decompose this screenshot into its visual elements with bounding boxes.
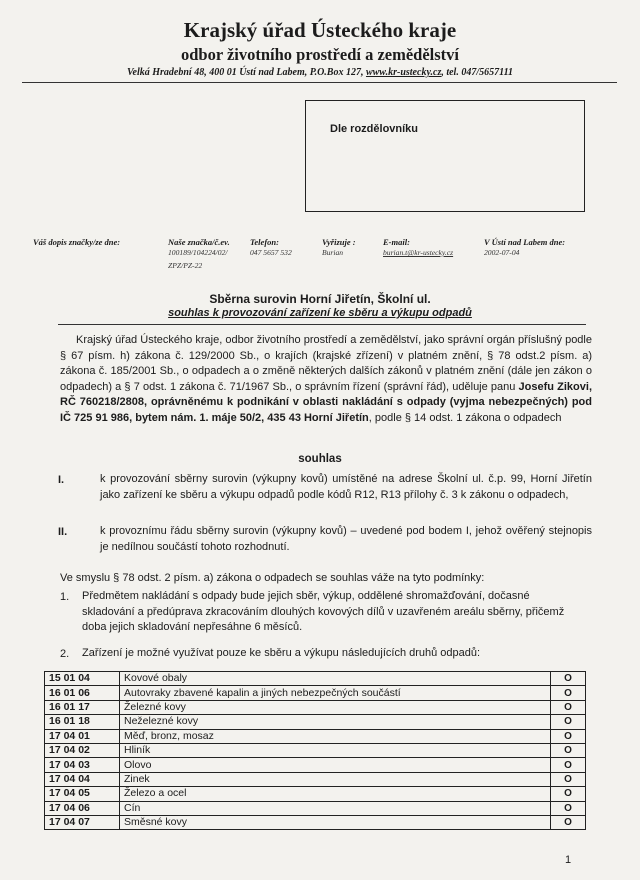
email-link: burian.t@kr-ustecky.cz: [383, 248, 454, 257]
table-row: [45, 700, 586, 714]
condition-1-text: Předmětem nakládání s odpady bude jejich sběr, výkup, oddělené shromažďování, dočasné skladování a předúprava zkracováním dlouhých kovových dílů v uzavřeném areálu sběrny, přičemž doba jejich skladování nepřesáhne 6 měsíců.: [82, 590, 565, 633]
waste-name: Cín: [120, 801, 551, 815]
decision-heading: souhlas: [298, 453, 342, 465]
our-ref-value: [168, 248, 228, 271]
our-ref-line1: 100189/104224/02/: [168, 248, 228, 257]
waste-category: O: [551, 729, 586, 743]
department-name: odbor životního prostředí a zemědělství: [180, 45, 460, 64]
waste-category: O: [551, 672, 586, 686]
header-rule: [22, 82, 617, 83]
table-row: [45, 815, 586, 829]
condition-1-number: 1.: [60, 591, 70, 603]
recipient-text: Dle rozdělovníku: [330, 123, 419, 135]
intro-text-1: Krajský úřad Ústeckého kraje, odbor životního prostředí a zemědělství, jako správní orgán příslušný podle § 67 písm. h) zákona č. 129/2000 Sb., o krajích (krajské zřízení) v platném znění, § 78 odst.2 písm. a) zákona č. 185/2001 Sb., o odpadech a o změně některých dalších zákonů v platném znění (dále jen zákon o odpadech) a § 7 odst. 1 zákona č. 71/1967 Sb., o správním řízení (správní řád), uděluje panu: [60, 334, 592, 393]
waste-code: 17 04 07: [45, 815, 120, 829]
table-row: [45, 715, 586, 729]
table-row: [45, 686, 586, 700]
email-label: E-mail:: [383, 237, 410, 247]
waste-code: 17 04 01: [45, 729, 120, 743]
subject-subtitle: souhlas k provozování zařízení ke sběru a výkupu odpadů: [168, 307, 472, 319]
waste-code: 16 01 17: [45, 700, 120, 714]
waste-category: O: [551, 686, 586, 700]
waste-code: 16 01 18: [45, 715, 120, 729]
waste-name: Hliník: [120, 743, 551, 757]
waste-name: Železné kovy: [120, 700, 551, 714]
table-row: [45, 758, 586, 772]
table-row: [45, 672, 586, 686]
table-row: [45, 729, 586, 743]
our-ref-label: Naše značka/č.ev.: [168, 237, 230, 247]
authority-title: Krajský úřad Ústeckého kraje: [183, 18, 457, 42]
page-number: 1: [565, 854, 572, 866]
waste-name: Autovraky zbavené kapalin a jiných nebezpečných součástí: [120, 686, 551, 700]
waste-code: 17 04 03: [45, 758, 120, 772]
waste-code: 17 04 06: [45, 801, 120, 815]
table-row: [45, 772, 586, 786]
table-row: [45, 743, 586, 757]
waste-category: O: [551, 715, 586, 729]
decision-item-2-numeral: II.: [58, 526, 68, 538]
waste-category: O: [551, 787, 586, 801]
decision-item-1-text: k provozování sběrny surovin (výkupny kovů) umístěné na adrese Školní ul. č.p. 99, Horní Jiřetín jako zařízení ke sběru a výkupu odpadů podle kódů R12, R13 přílohy č. 3 k zákonu o odpadech,: [100, 473, 592, 501]
waste-types-table: [44, 671, 586, 830]
waste-name: Směsné kovy: [120, 815, 551, 829]
table-row: [45, 801, 586, 815]
condition-2-text: Zařízení je možné využívat pouze ke sběru a výkupu následujících druhů odpadů:: [82, 647, 481, 659]
waste-name: Železo a ocel: [120, 787, 551, 801]
our-ref-line2: ZPZ/PZ-22: [168, 261, 203, 270]
waste-code: 15 01 04: [45, 672, 120, 686]
condition-2-number: 2.: [60, 648, 70, 660]
waste-category: O: [551, 743, 586, 757]
waste-code: 16 01 06: [45, 686, 120, 700]
waste-name: Měď, bronz, mosaz: [120, 729, 551, 743]
place-date-label: V Ústí nad Labem dne:: [484, 237, 566, 247]
intro-applicant-bold: Josefu Zikovi, RČ 760218/2808, oprávněnému k podnikání v oblasti nakládání s odpady (vyjma nebezpečných) pod IČ 725 91 986, bytem nám. 1. máje 50/2, 435 43 Horní Jiřetín: [60, 380, 593, 424]
waste-category: O: [551, 801, 586, 815]
waste-category: O: [551, 815, 586, 829]
decision-item-1-numeral: I.: [58, 474, 65, 486]
phone-label: Telefon:: [250, 237, 279, 247]
recipient-box: [305, 100, 585, 212]
decision-item-2-text: k provoznímu řádu sběrny surovin (výkupny kovů) – uvedené pod bodem I, jehož ověřený stejnopis je nedílnou součástí tohoto rozhodnutí.: [100, 525, 592, 553]
waste-code: 17 04 02: [45, 743, 120, 757]
date-value: 2002-07-04: [484, 248, 520, 257]
handler-value: Burian: [322, 248, 344, 257]
waste-category: O: [551, 700, 586, 714]
waste-category: O: [551, 772, 586, 786]
address-text: Velká Hradební 48, 400 01 Ústí nad Labem, P.O.Box 127,: [126, 67, 364, 78]
subject-title: Sběrna surovin Horní Jiřetín, Školní ul.: [209, 292, 431, 306]
website-link: www.kr-ustecky.cz: [365, 67, 442, 78]
waste-code: 17 04 05: [45, 787, 120, 801]
waste-name: Olovo: [120, 758, 551, 772]
email-value: [383, 248, 453, 258]
letterhead-address: [0, 67, 640, 78]
phone-value: 047 5657 532: [250, 248, 292, 257]
handler-label: Vyřizuje :: [322, 237, 356, 247]
waste-name: Zinek: [120, 772, 551, 786]
table-row: [45, 787, 586, 801]
waste-name: Neželezné kovy: [120, 715, 551, 729]
subject-rule: [58, 324, 586, 325]
your-ref-label: Váš dopis značky/ze dne:: [33, 237, 121, 247]
waste-category: O: [551, 758, 586, 772]
waste-code: 17 04 04: [45, 772, 120, 786]
intro-text-2: , podle § 14 odst. 1 zákona o odpadech: [368, 411, 562, 424]
conditions-intro: Ve smyslu § 78 odst. 2 písm. a) zákona o odpadech se souhlas váže na tyto podmínky:: [60, 572, 485, 584]
waste-name: Kovové obaly: [120, 672, 551, 686]
phone-text: , tel. 047/5657111: [441, 67, 514, 78]
intro-paragraph: [60, 333, 592, 426]
